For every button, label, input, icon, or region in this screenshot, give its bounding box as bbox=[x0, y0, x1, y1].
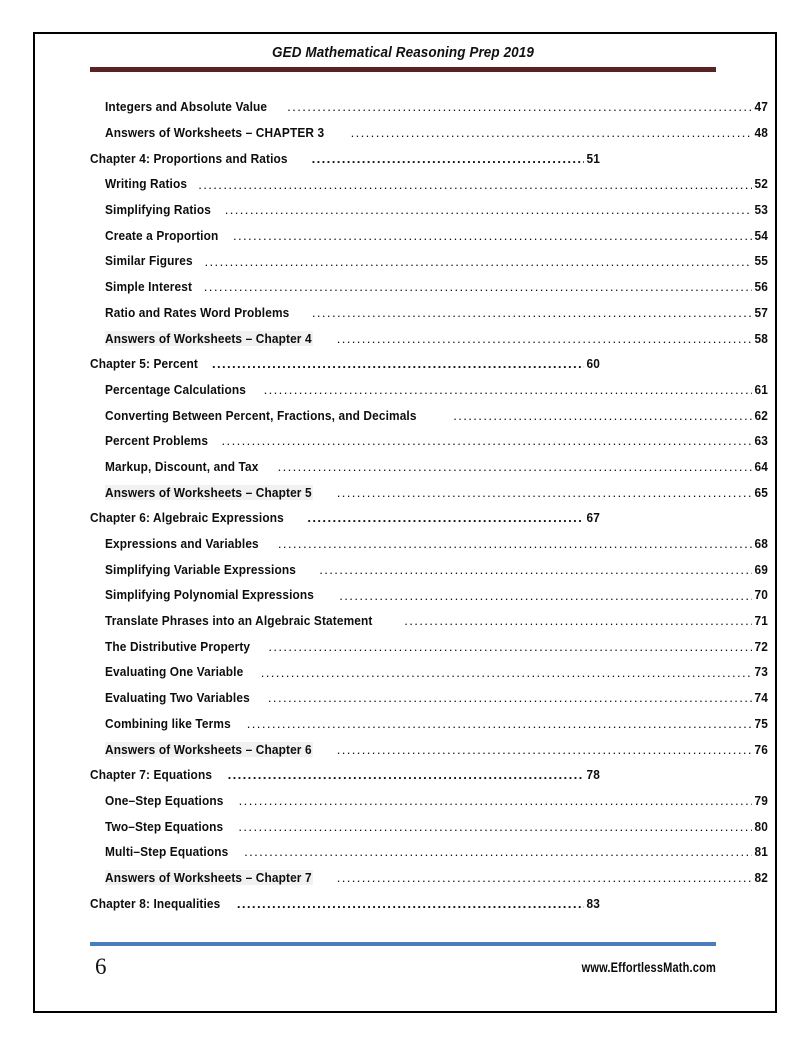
toc-entry-inner bbox=[105, 382, 768, 397]
toc-entry-inner bbox=[105, 228, 768, 243]
toc-dot-leader bbox=[319, 563, 752, 576]
toc-entry[interactable] bbox=[90, 736, 780, 762]
toc-entry[interactable] bbox=[90, 428, 780, 454]
toc-entry-label: Two–Step Equations bbox=[105, 818, 224, 834]
toc-entry-page-number: 60 bbox=[586, 356, 600, 372]
toc-entry-label: One–Step Equations bbox=[105, 792, 224, 808]
toc-entry-page-number: 54 bbox=[754, 227, 768, 243]
footer-row bbox=[90, 954, 716, 980]
toc-entry[interactable] bbox=[90, 248, 780, 274]
page-frame bbox=[33, 32, 777, 1013]
toc-entry-page-number: 62 bbox=[754, 407, 768, 423]
toc-entry-inner bbox=[105, 819, 768, 834]
toc-entry[interactable] bbox=[90, 556, 780, 582]
toc-dot-leader bbox=[351, 126, 752, 139]
toc-entry-inner bbox=[105, 176, 768, 191]
toc-entry-label: Create a Proportion bbox=[105, 227, 219, 243]
toc-entry-label: Expressions and Variables bbox=[105, 536, 259, 552]
toc-entry[interactable] bbox=[90, 762, 780, 788]
toc-dot-leader bbox=[453, 409, 752, 422]
page-header bbox=[90, 45, 716, 72]
toc-entry[interactable] bbox=[90, 685, 780, 711]
toc-entry-page-number: 83 bbox=[586, 895, 600, 911]
toc-entry-page-number: 71 bbox=[754, 613, 768, 629]
toc-entry-page-number: 68 bbox=[754, 536, 768, 552]
toc-entry-page-number: 61 bbox=[754, 381, 768, 397]
toc-entry[interactable] bbox=[90, 608, 780, 634]
toc-dot-leader bbox=[307, 511, 584, 524]
toc-dot-leader bbox=[337, 486, 752, 499]
toc-entry-page-number: 58 bbox=[754, 330, 768, 346]
toc-entry-label: Evaluating One Variable bbox=[105, 664, 244, 680]
toc-entry-label: Markup, Discount, and Tax bbox=[105, 458, 259, 474]
toc-entry[interactable] bbox=[90, 171, 780, 197]
toc-entry[interactable] bbox=[90, 890, 780, 916]
toc-dot-leader bbox=[264, 383, 752, 396]
toc-entry-label: Combining like Terms bbox=[105, 715, 231, 731]
toc-entry-inner bbox=[105, 125, 768, 140]
toc-entry-label: Answers of Worksheets – Chapter 7 bbox=[105, 869, 312, 885]
toc-entry-inner bbox=[105, 202, 768, 217]
toc-entry-page-number: 55 bbox=[754, 253, 768, 269]
toc-entry-inner bbox=[105, 587, 768, 602]
toc-dot-leader bbox=[337, 871, 752, 884]
toc-entry-page-number: 79 bbox=[754, 792, 768, 808]
toc-entry[interactable] bbox=[90, 454, 780, 480]
footer-page-number: 6 bbox=[95, 954, 107, 979]
toc-entry-inner bbox=[90, 356, 600, 371]
toc-entry-page-number: 47 bbox=[754, 99, 768, 115]
toc-entry[interactable] bbox=[90, 351, 780, 377]
toc-dot-leader bbox=[222, 434, 752, 447]
toc-entry-page-number: 80 bbox=[754, 818, 768, 834]
toc-entry[interactable] bbox=[90, 531, 780, 557]
toc-entry-page-number: 74 bbox=[754, 690, 768, 706]
toc-entry-page-number: 69 bbox=[754, 561, 768, 577]
toc-dot-leader bbox=[204, 280, 752, 293]
toc-entry-label: The Distributive Property bbox=[105, 638, 251, 654]
toc-dot-leader bbox=[205, 254, 753, 267]
toc-entry-label: Answers of Worksheets – Chapter 4 bbox=[105, 330, 312, 346]
toc-entry-label: Multi–Step Equations bbox=[105, 844, 229, 860]
toc-entry-label: Integers and Absolute Value bbox=[105, 99, 268, 115]
footer-rule bbox=[90, 942, 716, 946]
toc-entry[interactable] bbox=[90, 402, 780, 428]
toc-entry[interactable] bbox=[90, 325, 780, 351]
toc-dot-leader bbox=[239, 794, 752, 807]
toc-entry-label: Chapter 8: Inequalities bbox=[90, 895, 221, 911]
toc-entry-inner bbox=[105, 331, 768, 346]
toc-entry-inner bbox=[90, 896, 600, 911]
toc-entry-label: Answers of Worksheets – Chapter 5 bbox=[105, 484, 312, 500]
toc-entry-label: Simplifying Variable Expressions bbox=[105, 561, 296, 577]
toc-entry-inner bbox=[105, 562, 768, 577]
toc-dot-leader bbox=[247, 717, 752, 730]
toc-dot-leader bbox=[404, 614, 752, 627]
toc-dot-leader bbox=[228, 768, 584, 781]
toc-dot-leader bbox=[261, 665, 752, 678]
toc-entry[interactable] bbox=[90, 222, 780, 248]
toc-entry-inner bbox=[90, 767, 600, 782]
toc-entry[interactable] bbox=[90, 633, 780, 659]
toc-entry-inner bbox=[105, 742, 768, 757]
toc-entry[interactable] bbox=[90, 94, 780, 120]
toc-entry-inner bbox=[105, 844, 768, 859]
toc-entry-inner bbox=[105, 613, 768, 628]
toc-entry[interactable] bbox=[90, 659, 780, 685]
toc-dot-leader bbox=[268, 640, 752, 653]
toc-entry-inner bbox=[105, 408, 768, 423]
toc-entry-inner bbox=[105, 639, 768, 654]
toc-entry-page-number: 73 bbox=[754, 664, 768, 680]
toc-entry-inner bbox=[105, 253, 768, 268]
toc-entry-label: Simplifying Polynomial Expressions bbox=[105, 587, 315, 603]
toc-entry-label: Evaluating Two Variables bbox=[105, 690, 250, 706]
footer-website-link[interactable]: www.EffortlessMath.com bbox=[581, 959, 716, 975]
toc-dot-leader bbox=[238, 820, 752, 833]
toc-entry-label: Writing Ratios bbox=[105, 176, 188, 192]
toc-entry[interactable] bbox=[90, 839, 780, 865]
page-footer bbox=[90, 942, 716, 980]
toc-entry-inner bbox=[105, 793, 768, 808]
toc-entry-page-number: 72 bbox=[754, 638, 768, 654]
toc-entry[interactable] bbox=[90, 120, 780, 146]
toc-entry-page-number: 52 bbox=[754, 176, 768, 192]
toc-entry[interactable] bbox=[90, 865, 780, 891]
toc-dot-leader bbox=[198, 177, 752, 190]
toc-dot-leader bbox=[339, 588, 752, 601]
toc-entry-page-number: 82 bbox=[754, 869, 768, 885]
toc-entry-inner bbox=[105, 870, 768, 885]
toc-entry-inner bbox=[105, 536, 768, 551]
toc-entry-inner bbox=[90, 151, 600, 166]
toc-entry-page-number: 76 bbox=[754, 741, 768, 757]
toc-entry-label: Percent Problems bbox=[105, 433, 209, 449]
toc-dot-leader bbox=[278, 460, 752, 473]
toc-dot-leader bbox=[278, 537, 752, 550]
toc-entry-inner bbox=[105, 305, 768, 320]
toc-entry[interactable] bbox=[90, 505, 780, 531]
toc-dot-leader bbox=[312, 306, 752, 319]
toc-entry-page-number: 64 bbox=[754, 458, 768, 474]
toc-entry-page-number: 56 bbox=[754, 279, 768, 295]
toc-entry-page-number: 53 bbox=[754, 202, 768, 218]
toc-entry-page-number: 63 bbox=[754, 433, 768, 449]
toc-entry[interactable] bbox=[90, 197, 780, 223]
toc-entry-label: Chapter 4: Proportions and Ratios bbox=[90, 150, 288, 166]
toc-entry[interactable] bbox=[90, 300, 780, 326]
toc-entry-page-number: 70 bbox=[754, 587, 768, 603]
toc-entry-label: Answers of Worksheets – CHAPTER 3 bbox=[105, 125, 325, 141]
toc-entry-inner bbox=[105, 716, 768, 731]
toc-entry-label: Chapter 7: Equations bbox=[90, 767, 213, 783]
toc-entry[interactable] bbox=[90, 274, 780, 300]
toc-entry-page-number: 65 bbox=[754, 484, 768, 500]
toc-entry-inner bbox=[105, 485, 768, 500]
toc-dot-leader bbox=[312, 152, 584, 165]
toc-entry-label: Similar Figures bbox=[105, 253, 193, 269]
toc-entry-page-number: 48 bbox=[754, 125, 768, 141]
toc-entry-label: Ratio and Rates Word Problems bbox=[105, 304, 290, 320]
toc-entry-inner bbox=[105, 664, 768, 679]
toc-dot-leader bbox=[237, 897, 584, 910]
toc-entry-page-number: 67 bbox=[586, 510, 600, 526]
toc-dot-leader bbox=[337, 331, 752, 344]
toc-dot-leader bbox=[337, 742, 752, 755]
toc-entry[interactable] bbox=[90, 145, 780, 171]
toc-entry-inner bbox=[105, 279, 768, 294]
toc-dot-leader bbox=[287, 100, 752, 113]
toc-entry-inner bbox=[105, 99, 768, 114]
toc-entry-page-number: 51 bbox=[586, 150, 600, 166]
toc-entry-label: Simplifying Ratios bbox=[105, 202, 211, 218]
book-title: GED Mathematical Reasoning Prep 2019 bbox=[272, 45, 534, 61]
toc-entry[interactable] bbox=[90, 582, 780, 608]
toc-entry-label: Converting Between Percent, Fractions, and Decimals bbox=[105, 407, 417, 423]
toc-entry-label: Translate Phrases into an Algebraic Statement bbox=[105, 613, 373, 629]
toc-entry-inner bbox=[105, 433, 768, 448]
header-rule bbox=[90, 67, 716, 72]
toc-entry-inner bbox=[105, 459, 768, 474]
toc-entry-label: Chapter 6: Algebraic Expressions bbox=[90, 510, 284, 526]
toc-entry-inner bbox=[90, 510, 600, 525]
toc-dot-leader bbox=[233, 229, 752, 242]
toc-entry[interactable] bbox=[90, 377, 780, 403]
toc-entry-label: Percentage Calculations bbox=[105, 381, 246, 397]
table-of-contents bbox=[90, 94, 780, 916]
toc-dot-leader bbox=[268, 691, 752, 704]
toc-dot-leader bbox=[225, 203, 752, 216]
toc-entry[interactable] bbox=[90, 788, 780, 814]
toc-entry-label: Chapter 5: Percent bbox=[90, 356, 198, 372]
toc-dot-leader bbox=[212, 357, 584, 370]
toc-entry[interactable] bbox=[90, 479, 780, 505]
toc-entry[interactable] bbox=[90, 711, 780, 737]
toc-entry-label: Simple Interest bbox=[105, 279, 193, 295]
toc-dot-leader bbox=[244, 845, 752, 858]
toc-entry-label: Answers of Worksheets – Chapter 6 bbox=[105, 741, 312, 757]
toc-entry-page-number: 57 bbox=[754, 304, 768, 320]
toc-entry-page-number: 81 bbox=[754, 844, 768, 860]
toc-entry-inner bbox=[105, 690, 768, 705]
toc-entry-page-number: 78 bbox=[586, 767, 600, 783]
toc-entry-page-number: 75 bbox=[754, 715, 768, 731]
toc-entry[interactable] bbox=[90, 813, 780, 839]
